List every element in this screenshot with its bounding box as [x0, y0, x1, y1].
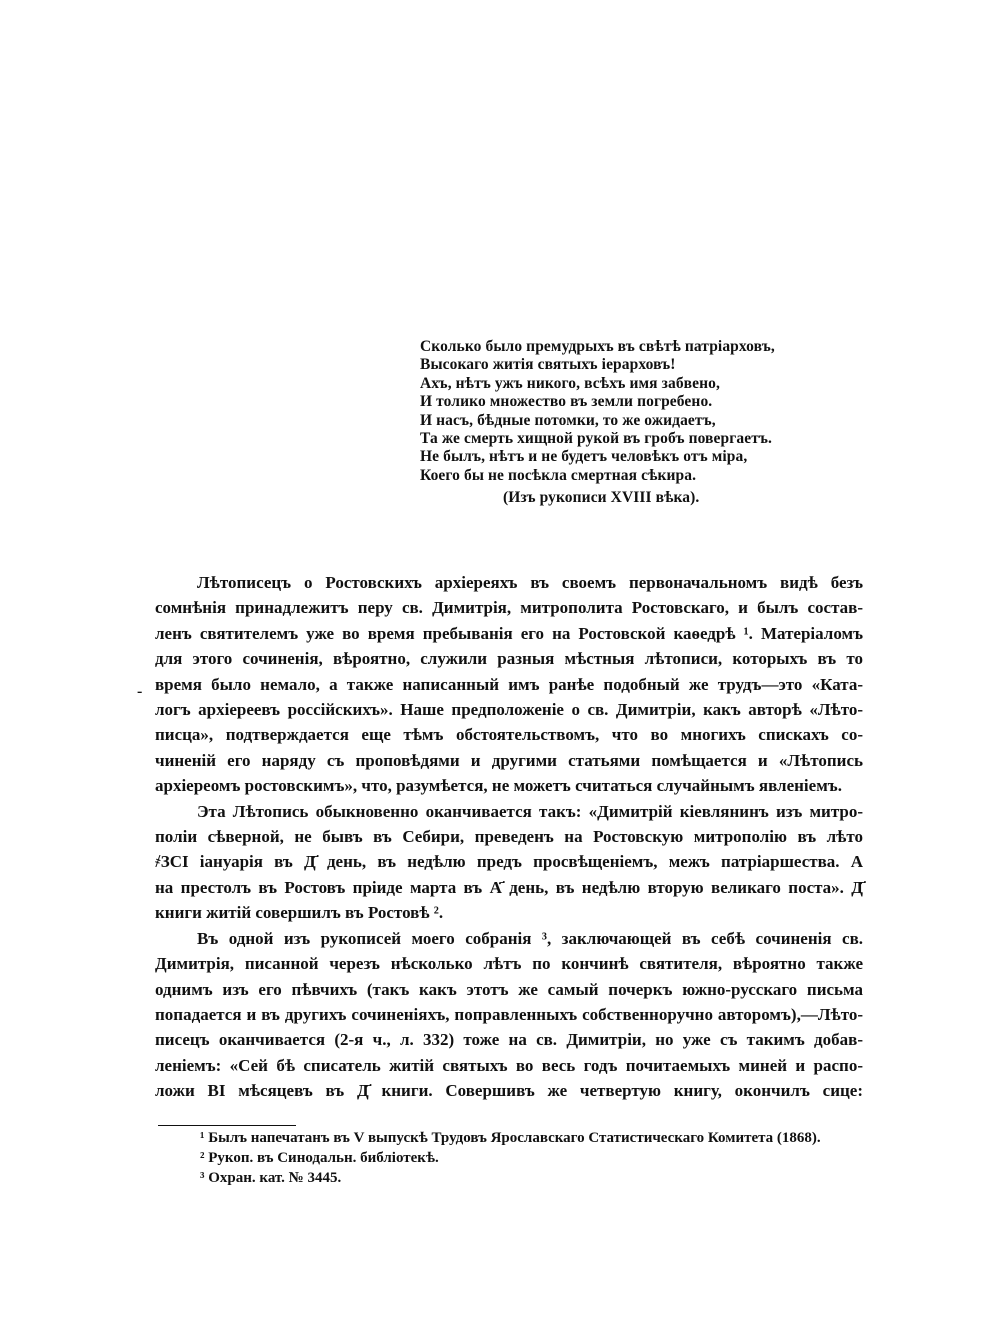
- text-line: сомнѣнія принадлежитъ перу св. Димитрія, митрополита Ростовскаго, и былъ состав-: [155, 598, 863, 618]
- text-line: писца», подтверждается еще тѣмъ обстоятельствомъ, что во многихъ спискахъ со-: [155, 725, 863, 745]
- paragraph-2: [155, 799, 863, 926]
- text-line: время было немало, а также написанный имъ ранѣе подобный же трудъ—это «Ката-: [155, 674, 863, 694]
- text-line: книги житій совершилъ въ Ростовѣ ².: [155, 903, 444, 923]
- text-line: однимъ изъ его пѣвчихъ (такъ какъ этотъ же самый почеркъ южно-русскаго письма: [155, 979, 863, 999]
- text-line: на престолъ въ Ростовъ пріиде марта въ А҃ день, въ недѣлю вторую великаго поста». Д҃: [155, 877, 863, 897]
- epigraph-source: (Изъ рукописи XVIII вѣка).: [503, 489, 700, 507]
- paragraph-3: [155, 926, 863, 1104]
- footnote-2: ² Рукоп. въ Синодальн. библіотекѣ.: [200, 1150, 439, 1166]
- text-line: для этого сочиненія, вѣроятно, служили разныя мѣстныя лѣтописи, которыхъ въ то: [155, 649, 863, 669]
- paragraph-1: [155, 570, 863, 799]
- footnotes: [200, 1128, 880, 1188]
- footnote-divider: [158, 1125, 296, 1126]
- footnote-3: ³ Охран. кат. № 3445.: [200, 1170, 342, 1186]
- text-line: леніемъ: «Сей бѣ списатель житій святыхъ во весь годъ почитаемыхъ миней и распо-: [155, 1055, 863, 1075]
- margin-mark: -: [137, 683, 143, 700]
- epigraph-line: Ахъ, нѣтъ ужъ никого, всѣхъ имя забвено,: [420, 374, 720, 392]
- text-line: Димитрія, писанной черезъ нѣсколько лѣтъ по кончинѣ святителя, вѣроятно также: [155, 954, 863, 974]
- epigraph-line: Та же смерть хищной рукой въ гробъ повергаетъ.: [420, 430, 773, 448]
- text-line: писецъ оканчивается (2-я ч., л. 332) тоже на св. Димитріи, но уже съ такимъ добав-: [155, 1030, 863, 1050]
- footnote-1: ¹ Былъ напечатанъ въ V выпускѣ Трудовъ Ярославскаго Статистическаго Комитета (1868).: [200, 1130, 821, 1146]
- text-line: ленъ святителемъ уже во время пребыванія его на Ростовской каѳедрѣ ¹. Матеріаломъ: [155, 623, 863, 643]
- epigraph-line: Сколько было премудрыхъ въ свѣтѣ патріарховъ,: [420, 338, 775, 355]
- text-line: попадается и въ другихъ сочиненіяхъ, поправленныхъ собственноручно авторомъ),—Лѣто-: [155, 1004, 863, 1024]
- body-text: [155, 570, 863, 1104]
- epigraph-line: Коего бы не посѣкла смертная сѣкира.: [420, 466, 697, 484]
- text-line: ложи ВІ мѣсяцевъ въ Д҃ книги. Совершивъ же четвертую книгу, окончилъ сице:: [155, 1081, 863, 1101]
- text-line: архіереомъ ростовскимъ», что, разумѣется, не можетъ считаться случайнымъ явленіемъ.: [155, 776, 842, 796]
- epigraph-line: И толико множество въ земли погребено.: [420, 393, 713, 411]
- text-line: чиненій его наряду съ проповѣдями и другими статьями помѣщается и «Лѣтопись: [155, 750, 863, 770]
- text-line: ҂ЗСІ іануарія въ Д҃ день, въ недѣлю предъ просвѣщеніемъ, межъ патріаршества. А: [155, 852, 863, 872]
- epigraph-line: Высокаго житія святыхъ іерарховъ!: [420, 356, 676, 374]
- text-line: логъ архіереевъ россійскихъ». Наше предположеніе о св. Димитріи, какъ авторѣ «Лѣто-: [155, 700, 863, 720]
- text-line: Въ одной изъ рукописей моего собранія ³, заключающей въ себѣ сочиненія св.: [197, 928, 863, 948]
- epigraph-line: И насъ, бѣдные потомки, то же ожидаетъ,: [420, 411, 716, 429]
- epigraph: [420, 338, 840, 508]
- text-line: поліи сѣверной, не бывъ въ Себири, преведенъ на Ростовскую митрополію въ лѣто: [155, 827, 863, 847]
- text-line: Лѣтописецъ о Ростовскихъ архіереяхъ въ своемъ первоначальномъ видѣ безъ: [197, 573, 863, 592]
- epigraph-line: Не былъ, нѣтъ и не будетъ человѣкъ отъ міра,: [420, 448, 748, 466]
- text-line: Эта Лѣтопись обыкновенно оканчивается такъ: «Димитрій кіевлянинъ изъ митро-: [197, 801, 863, 821]
